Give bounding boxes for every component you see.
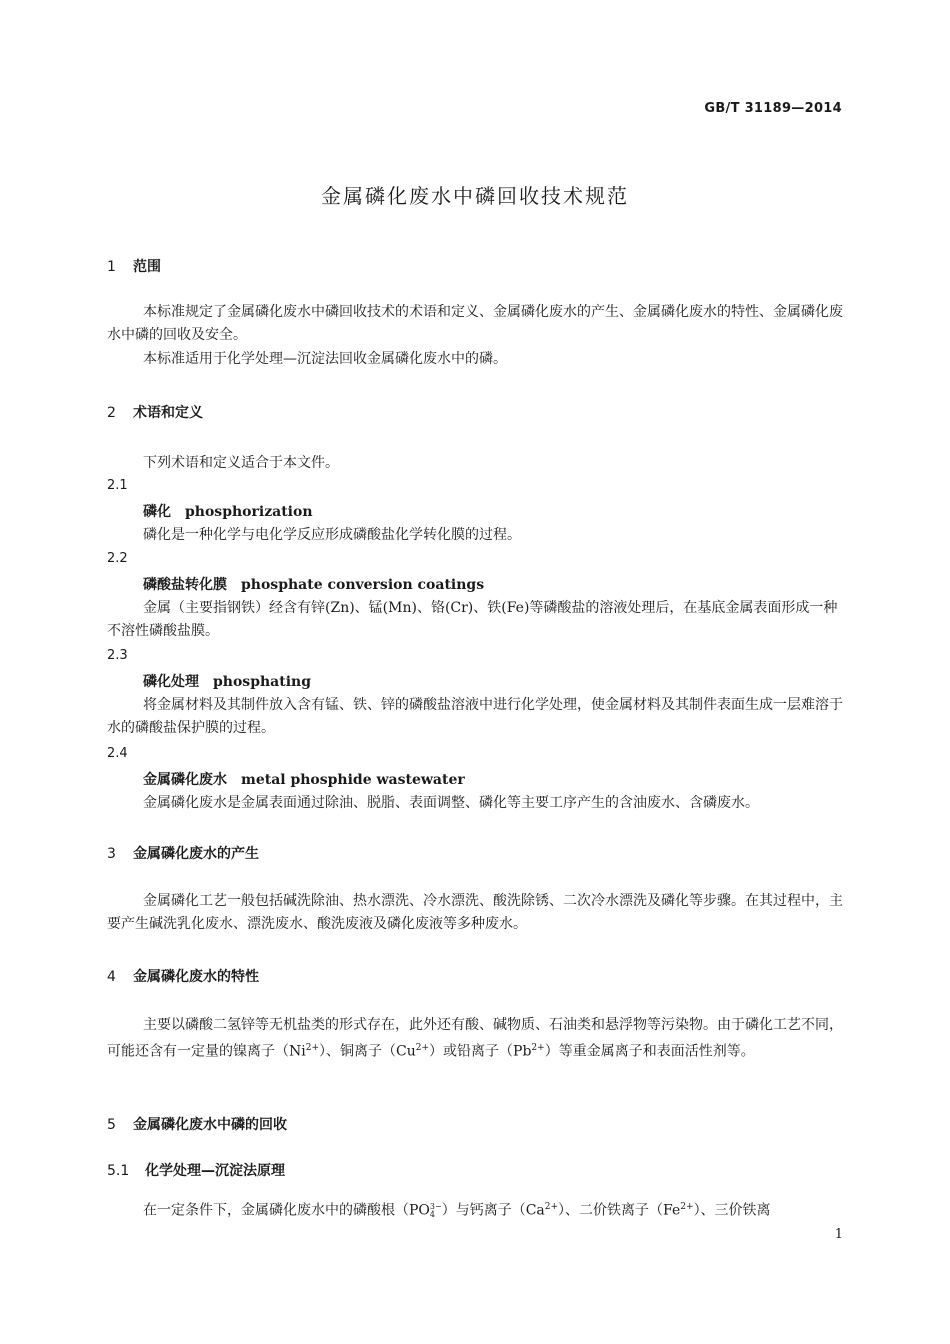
section-1-paragraph-1 bbox=[107, 301, 843, 347]
section-1-paragraph-2 bbox=[107, 348, 843, 371]
section-1-heading bbox=[107, 256, 161, 276]
superscript: 2+ bbox=[544, 1202, 559, 1212]
subsection-number: 5.1 bbox=[107, 1163, 130, 1179]
section-4-heading bbox=[107, 966, 259, 986]
term-number: 2.1 bbox=[107, 478, 128, 493]
text-run: ）等重金属离子和表面活性剂等。 bbox=[544, 1043, 755, 1060]
term-2-1 bbox=[143, 501, 313, 521]
term-en: phosphating bbox=[213, 674, 311, 690]
section-title: 范围 bbox=[133, 259, 161, 275]
term-zh: 磷化处理 bbox=[143, 674, 199, 690]
section-title: 术语和定义 bbox=[133, 405, 203, 421]
term-en: metal phosphide wastewater bbox=[241, 772, 465, 788]
term-number: 2.4 bbox=[107, 746, 128, 761]
section-title: 金属磷化废水中磷的回收 bbox=[133, 1117, 287, 1133]
section-3-paragraph bbox=[107, 890, 843, 936]
standard-code: GB/T 31189—2014 bbox=[704, 101, 842, 116]
term-definition: 金属磷化废水是金属表面通过除油、脱脂、表面调整、磷化等主要工序产生的含油废水、含磷废水。 bbox=[143, 795, 759, 811]
page-number: 1 bbox=[834, 1227, 843, 1242]
text-run: ）、铜离子（Cu bbox=[319, 1043, 416, 1060]
text-run: ）、二价铁离子（Fe bbox=[558, 1202, 681, 1219]
term-zh: 金属磷化废水 bbox=[143, 772, 227, 788]
superscript: 2+ bbox=[415, 1043, 430, 1053]
section-number: 1 bbox=[107, 259, 116, 275]
section-2-intro bbox=[107, 452, 843, 475]
section-title: 金属磷化废水的产生 bbox=[133, 846, 259, 862]
section-5-paragraph bbox=[107, 1196, 843, 1223]
term-2-4 bbox=[143, 769, 465, 789]
section-title: 金属磷化废水的特性 bbox=[133, 969, 259, 985]
section-5-heading bbox=[107, 1114, 287, 1134]
document-title: 金属磷化废水中磷回收技术规范 bbox=[321, 184, 629, 208]
subsection-5-1-heading bbox=[107, 1160, 285, 1180]
superscript: 2+ bbox=[531, 1043, 545, 1053]
term-2-2 bbox=[143, 574, 484, 594]
paragraph-text: 下列术语和定义适合于本文件。 bbox=[143, 455, 339, 471]
text-run: 在一定条件下，金属磷化废水中的磷酸根（PO bbox=[143, 1202, 430, 1219]
section-number: 4 bbox=[107, 969, 116, 985]
term-2-3 bbox=[143, 671, 311, 691]
paragraph-text: 本标准适用于化学处理—沉淀法回收金属磷化废水中的磷。 bbox=[143, 351, 507, 367]
term-zh: 磷酸盐转化膜 bbox=[143, 577, 227, 593]
section-3-heading bbox=[107, 843, 259, 863]
section-2-heading bbox=[107, 402, 203, 422]
term-en: phosphorization bbox=[185, 504, 313, 520]
paragraph-text: 金属磷化工艺一般包括碱洗除油、热水漂洗、冷水漂洗、酸洗除锈、二次冷水漂洗及磷化等步骤。在其过程中，主要产生碱洗乳化废水、漂洗废水、酸洗废液及磷化废液等多种废水。 bbox=[107, 893, 843, 932]
section-number: 5 bbox=[107, 1117, 116, 1133]
term-number: 2.2 bbox=[107, 551, 128, 566]
text-run: 主要以磷酸二氢锌等无机盐类的形式存在，此外还有酸、碱物质、石油类和悬浮物等污染物。由于磷化工艺不同，可能还含有一定量的镍离子（Ni bbox=[107, 1017, 843, 1060]
subscript: 4 bbox=[429, 1209, 435, 1219]
text-run: ）或铅离子（Pb bbox=[429, 1043, 532, 1060]
text-run: ）、三价铁离 bbox=[693, 1202, 771, 1219]
text-run: ）与钙离子（Ca bbox=[441, 1202, 545, 1219]
term-definition: 将金属材料及其制件放入含有锰、铁、锌的磷酸盐溶液中进行化学处理，使金属材料及其制件表面生成一层难溶于水的磷酸盐保护膜的过程。 bbox=[107, 697, 843, 736]
ion-charge bbox=[430, 1203, 442, 1219]
term-definition: 金属（主要指钢铁）经含有锌(Zn)、锰(Mn)、铬(Cr)、铁(Fe)等磷酸盐的溶液处理后，在基底金属表面形成一种不溶性磷酸盐膜。 bbox=[107, 600, 838, 639]
subsection-title: 化学处理—沉淀法原理 bbox=[145, 1163, 285, 1179]
superscript: 3− bbox=[429, 1201, 442, 1211]
term-definition: 磷化是一种化学与电化学反应形成磷酸盐化学转化膜的过程。 bbox=[143, 527, 521, 543]
paragraph-text: 本标准规定了金属磷化废水中磷回收技术的术语和定义、金属磷化废水的产生、金属磷化废水的特性、金属磷化废水中磷的回收及安全。 bbox=[107, 304, 843, 343]
section-4-paragraph bbox=[107, 1014, 843, 1064]
section-number: 3 bbox=[107, 846, 116, 862]
term-zh: 磷化 bbox=[143, 504, 171, 520]
superscript: 2+ bbox=[680, 1202, 694, 1212]
superscript: 2+ bbox=[305, 1043, 320, 1053]
term-en: phosphate conversion coatings bbox=[241, 577, 485, 593]
term-number: 2.3 bbox=[107, 648, 128, 663]
section-number: 2 bbox=[107, 405, 116, 421]
